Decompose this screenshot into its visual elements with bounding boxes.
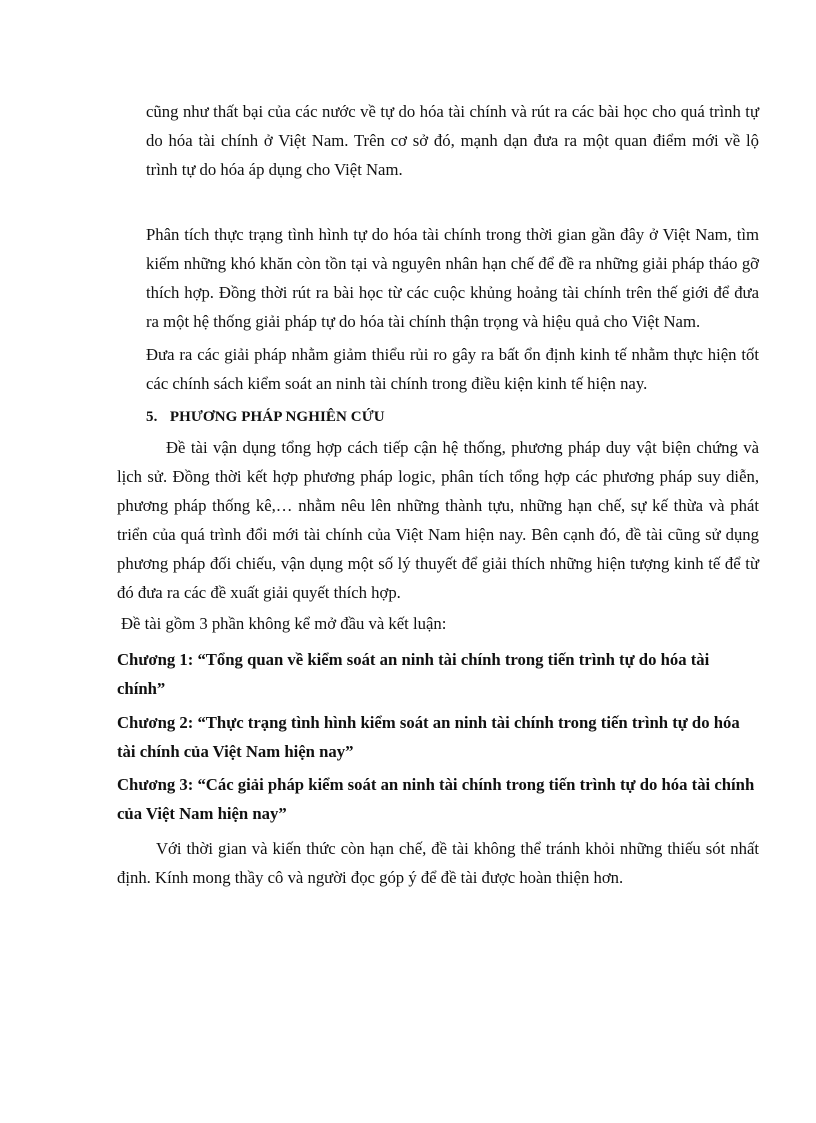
paragraph-closing: Với thời gian và kiến thức còn hạn chế, đề tài không thể tránh khỏi những thiếu sót nhất định. Kính mong thầy cô và người đọc góp ý để đề tài được hoàn thiện hơn. <box>117 839 759 887</box>
chapter-3-title: Chương 3: “Các giải pháp kiểm soát an ninh tài chính trong tiến trình tự do hóa tài chính của Việt Nam hiện nay” <box>117 775 755 823</box>
section-number: 5. <box>146 409 158 425</box>
paragraph-objectives-continued: cũng như thất bại của các nước về tự do hóa tài chính và rút ra các bài học cho quá trình tự do hóa tài chính ở Việt Nam. Trên cơ sở đó, mạnh dạn đưa ra một quan điểm mới về lộ trình tự do hóa áp dụng cho Việt Nam. <box>146 102 759 179</box>
paragraph-structure-intro: Đề tài gồm 3 phần không kể mở đầu và kết luận: <box>121 614 447 633</box>
section-heading <box>146 403 385 432</box>
paragraph-analysis: Phân tích thực trạng tình hình tự do hóa tài chính trong thời gian gần đây ở Việt Nam, tìm kiếm những khó khăn còn tồn tại và nguyên nhân hạn chế để đề ra những giải pháp tháo gỡ thích hợp. Đồng thời rút ra bài học từ các cuộc khủng hoảng tài chính trên thế giới để đưa ra một hệ thống giải pháp tự do hóa tài chính thận trọng và hiệu quả cho Việt Nam. <box>146 225 759 331</box>
chapter-1-title: Chương 1: “Tổng quan về kiểm soát an ninh tài chính trong tiến trình tự do hóa tài chính” <box>117 650 710 698</box>
paragraph-research-method: Đề tài vận dụng tổng hợp cách tiếp cận hệ thống, phương pháp duy vật biện chứng và lịch sử. Đồng thời kết hợp phương pháp logic, phân tích tổng hợp các phương pháp suy diễn, phương pháp thống kê,… nhằm nêu lên những thành tựu, những hạn chế, sự kế thừa và phát triển của quá trình đổi mới tài chính của Việt Nam hiện nay. Bên cạnh đó, đề tài cũng sử dụng phương pháp đối chiếu, vận dụng một số lý thuyết để giải thích những hiện tượng kinh tế để từ đó đưa ra các đề xuất giải quyết thích hợp. <box>117 438 759 602</box>
paragraph-solutions: Đưa ra các giải pháp nhằm giảm thiểu rủi ro gây ra bất ổn định kinh tế nhằm thực hiện tốt các chính sách kiểm soát an ninh tài chính trong điều kiện kinh tế hiện nay. <box>146 345 759 393</box>
chapter-2-title: Chương 2: “Thực trạng tình hình kiểm soát an ninh tài chính trong tiến trình tự do hóa tài chính của Việt Nam hiện nay” <box>117 713 740 761</box>
section-title: PHƯƠNG PHÁP NGHIÊN CỨU <box>169 409 385 425</box>
